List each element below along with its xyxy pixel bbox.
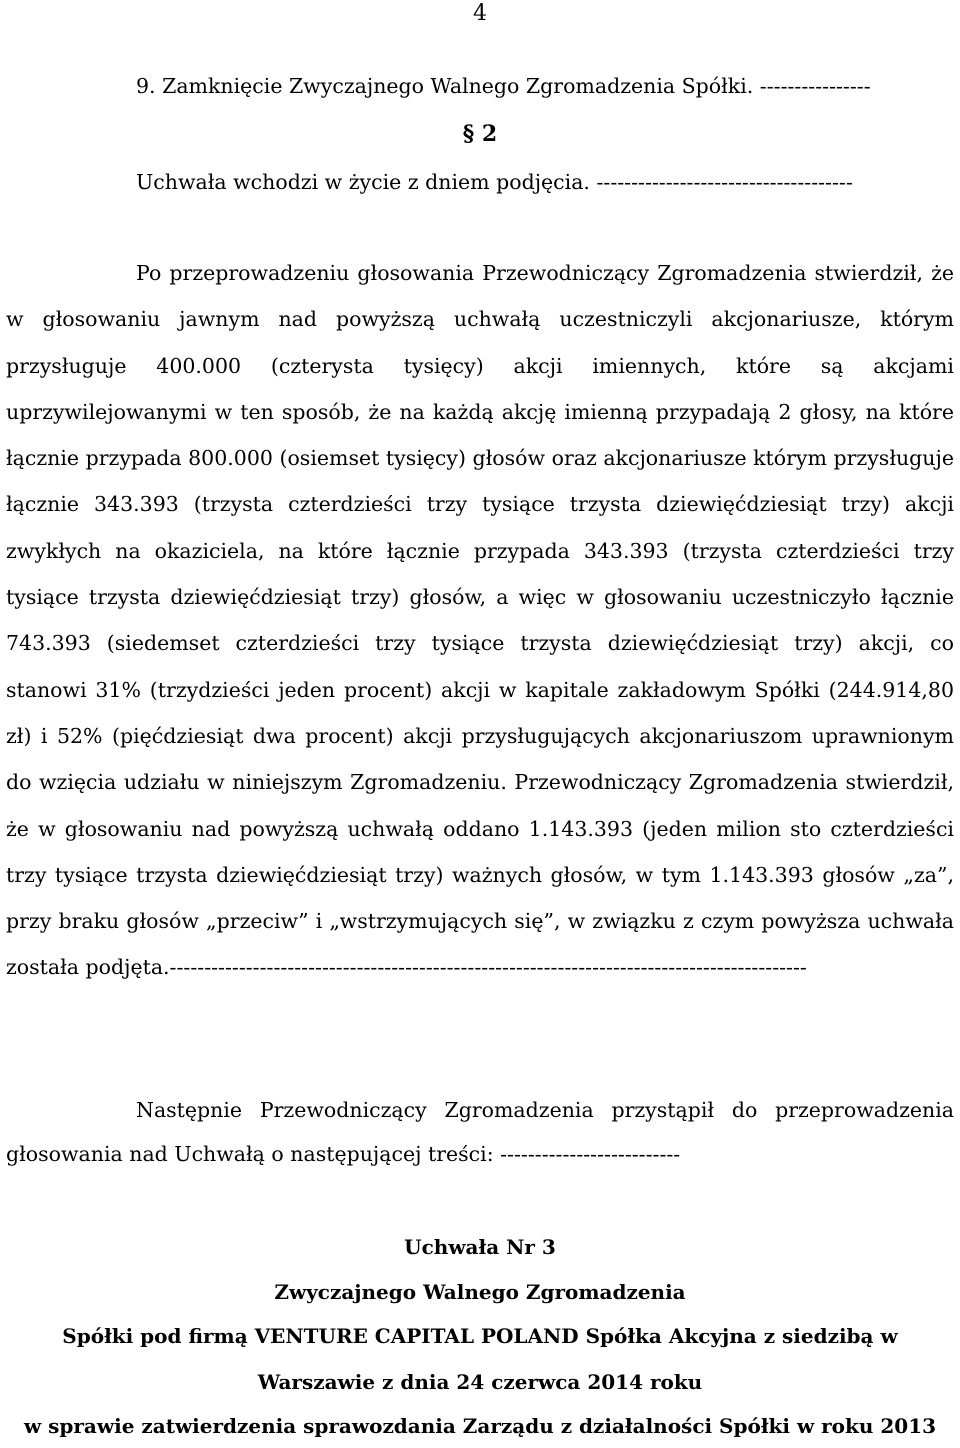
resolution-title: Uchwała Nr 3	[404, 1235, 556, 1259]
resolution-date: Warszawie z dnia 24 czerwca 2014 roku	[257, 1370, 703, 1394]
agenda-item: 9. Zamknięcie Zwyczajnego Walnego Zgromadzenia Spółki. ----------------	[136, 74, 871, 98]
enters-into-force-text: Uchwała wchodzi w życie z dniem podjęcia. -------------------------------------	[136, 170, 853, 194]
resolution-subject: w sprawie zatwierdzenia sprawozdania Zarządu z działalności Spółki w roku 2013	[23, 1414, 937, 1438]
section-sign: § 2	[462, 121, 498, 147]
next-resolution-paragraph: Następnie Przewodniczący Zgromadzenia przystąpił do przeprowadzenia głosowania nad Uchwałą o następującej treści: --------------------------	[6, 1098, 954, 1166]
voting-result-paragraph: Po przeprowadzeniu głosowania Przewodniczący Zgromadzenia stwierdził, że w głosowaniu jawnym nad powyższą uchwałą uczestniczyli akcjonariusze, którym przysługuje 400.000 (czterysta tysięcy) akcji imiennych, które są akcjami uprzywilejowanymi w ten sposób, że na każdą akcję imienną przypadają 2 głosy, na które łącznie przypada 800.000 (osiemset tysięcy) głosów oraz akcjonariusze którym przysługuje łącznie 343.393 (trzysta czterdzieści trzy tysiące trzysta dziewięćdziesiąt trzy) akcji zwykłych na okaziciela, na które łącznie przypada 343.393 (trzysta czterdzieści trzy tysiące trzysta dziewięćdziesiąt trzy) głosów, a więc w głosowaniu uczestniczyło łącznie 743.393 (siedemset czterdzieści trzy tysiące trzysta dziewięćdziesiąt trzy) akcji, co stanowi 31% (trzydzieści jeden procent) akcji w kapitale zakładowym Spółki (244.914,80 zł) i 52% (pięćdziesiąt dwa procent) akcji przysługujących akcjonariuszom uprawnionym do wzięcia udziału w niniejszym Zgromadzeniu. Przewodniczący Zgromadzenia stwierdził, że w głosowaniu nad powyższą uchwałą oddano 1.143.393 (jeden milion sto czterdzieści trzy tysiące trzysta dziewięćdziesiąt trzy) ważnych głosów, w tym 1.143.393 głosów „za”, przy braku głosów „przeciw” i „wstrzymujących się”, w związku z czym powyższa uchwała została podjęta.--------------------------------------------------------------------------------------------	[6, 261, 954, 980]
resolution-body-name: Zwyczajnego Walnego Zgromadzenia	[274, 1280, 686, 1304]
resolution-company: Spółki pod firmą VENTURE CAPITAL POLAND Spółka Akcyjna z siedzibą w	[62, 1324, 898, 1348]
page-number: 4	[473, 1, 487, 26]
